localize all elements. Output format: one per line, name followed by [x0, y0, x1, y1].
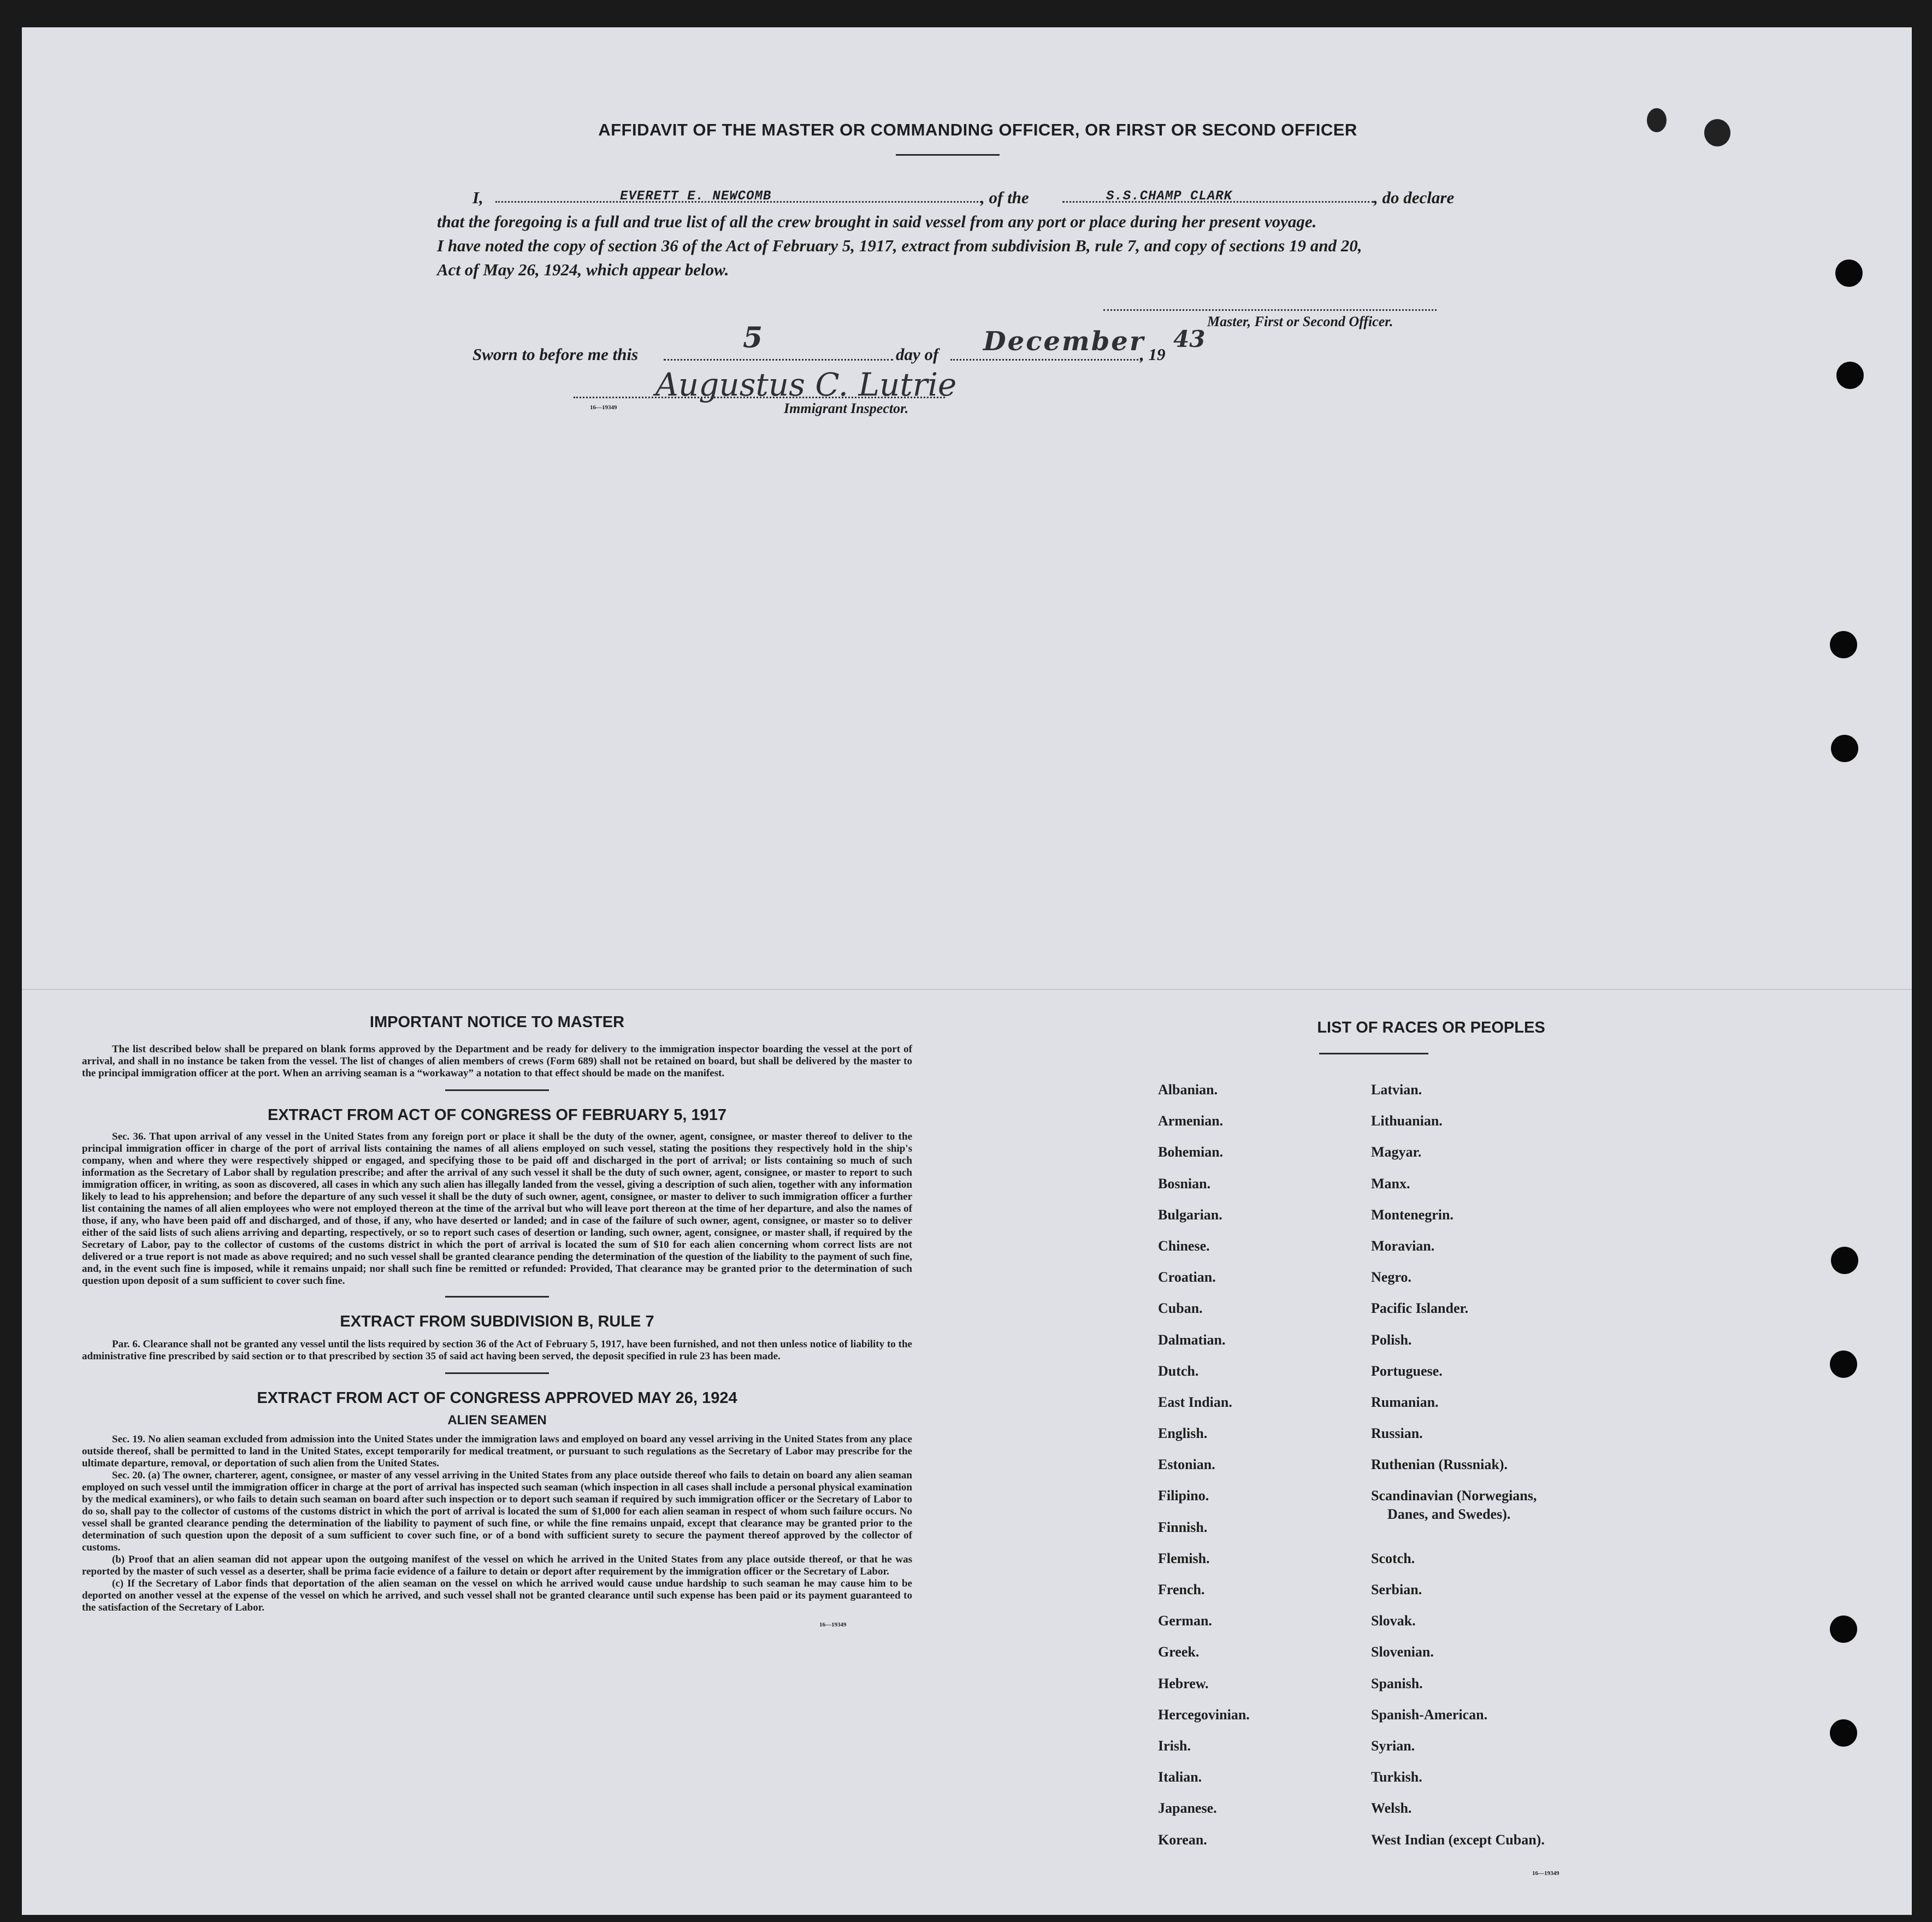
- race-item: Bohemian.: [1158, 1144, 1224, 1160]
- punch-hole: [1831, 1247, 1858, 1274]
- declaration-suffix: , do declare: [1374, 188, 1455, 207]
- rule-7-paragraph: Par. 6. Clearance shall not be granted any vessel until the lists required by section 36 of the Act of February 5, 1917, have been furnished, and not then unless notice of liability to the administrative fine prescribed by said section or to that prescribed by section 35 of said act having been served, the deposit specified in rule 23 has been made.: [82, 1339, 912, 1362]
- race-item: Bulgarian.: [1158, 1206, 1222, 1223]
- rule-7-heading: EXTRACT FROM SUBDIVISION B, RULE 7: [340, 1313, 654, 1330]
- section-20c-paragraph: (c) If the Secretary of Labor finds that deportation of the alien seaman on the vessel on which he arrived would cause undue hardship to such seaman he may cause him to be deported on another vessel at the expense of the vessel on which he arrived, and such vessel shall not be granted clearance until such expense has been paid or its payment guaranteed to the satisfaction of the Secretary of Labor.: [82, 1578, 912, 1613]
- race-item: Russian.: [1371, 1425, 1423, 1442]
- race-item: Albanian.: [1158, 1082, 1218, 1098]
- race-item: Magyar.: [1371, 1144, 1422, 1160]
- affidavit-title: AFFIDAVIT OF THE MASTER OR COMMANDING OFFICER, OR FIRST OR SECOND OFFICER: [598, 120, 1357, 139]
- race-item: Chinese.: [1158, 1237, 1210, 1254]
- race-item: Hercegovinian.: [1158, 1706, 1250, 1723]
- race-item: Dutch.: [1158, 1363, 1199, 1379]
- master-signature-caption: Master, First or Second Officer.: [1207, 314, 1393, 329]
- races-column-2: [1371, 1074, 1655, 1855]
- declaration-line-1: [472, 186, 1488, 210]
- affidavit-form-number: 16—19349: [590, 404, 617, 411]
- sworn-month-line: [950, 359, 1142, 361]
- day-of-label: day of: [896, 345, 939, 364]
- extract-1924-heading: EXTRACT FROM ACT OF CONGRESS APPROVED MAY 26, 1924: [257, 1389, 737, 1407]
- extract-1917-heading: EXTRACT FROM ACT OF CONGRESS OF FEBRUARY 5, 1917: [267, 1106, 727, 1124]
- race-item: Croatian.: [1158, 1269, 1216, 1286]
- race-item: Ruthenian (Russniak).: [1371, 1457, 1508, 1473]
- sworn-prefix: Sworn to before me this: [472, 345, 639, 364]
- race-item: Spanish-American.: [1371, 1706, 1488, 1723]
- race-item: Polish.: [1371, 1331, 1412, 1348]
- race-item: Japanese.: [1158, 1800, 1217, 1817]
- race-item: Rumanian.: [1371, 1394, 1439, 1410]
- punch-hole: [1835, 260, 1863, 287]
- declaration-line-2: that the foregoing is a full and true list of all the crew brought in said vessel from any port or place during her present voyage.: [437, 212, 1317, 231]
- declaration-prefix: I,: [472, 188, 483, 207]
- section-20a-paragraph: Sec. 20. (a) The owner, charterer, agent, consignee, or master of any vessel arriving in the United States from any place outside thereof who fails to detain on board any alien seaman employed on such vessel until the immigration officer in charge at the port of arrival has inspected such seaman (which inspection in all cases shall include a personal physical examination by the medical examiners), or who fails to detain such seaman on board after such inspection or to deport such seaman if required by such immigration officer or the Secretary of Labor to do so, shall pay to the collector of customs of the customs district in which the port of arrival is located the sum of $1,000 for each alien seaman in respect of whom such failure occurs. No vessel shall be granted clearance pending the determination of the liability to payment of such fine, or while the fine remains unpaid, except that clearance may be granted prior to the determination of such question upon the deposit of a sum sufficient to cover such fine, or of a bond with sufficient surety to secure the payment thereof approved by the collector of customs.: [82, 1470, 912, 1553]
- race-item: Spanish.: [1371, 1675, 1423, 1691]
- notice-text: [82, 1043, 912, 1080]
- race-item: Armenian.: [1158, 1113, 1224, 1129]
- race-item: Greek.: [1158, 1644, 1200, 1660]
- punch-hole: [1831, 735, 1858, 762]
- race-item: Italian.: [1158, 1769, 1202, 1785]
- race-item: Welsh.: [1371, 1800, 1412, 1817]
- sworn-day: 5: [743, 321, 763, 355]
- race-item: German.: [1158, 1613, 1212, 1629]
- alien-seamen-subheading: ALIEN SEAMEN: [447, 1413, 547, 1428]
- race-item: Slovak.: [1371, 1613, 1416, 1629]
- section-20b-paragraph: (b) Proof that an alien seaman did not appear upon the outgoing manifest of the vessel on which he arrived in the United States from any place outside thereof, or that he was reported by the master of such vessel as a deserter, shall be prima facie evidence of a failure to detain or deport after requirement by the immigration officer or the Secretary of Labor.: [82, 1554, 912, 1577]
- race-item: Danes, and Swedes).: [1387, 1506, 1511, 1523]
- master-signature-line: [1103, 309, 1437, 311]
- inspector-caption: Immigrant Inspector.: [784, 400, 909, 416]
- punch-hole: [1830, 631, 1857, 658]
- race-item: Irish.: [1158, 1737, 1191, 1754]
- punch-hole: [1836, 362, 1864, 389]
- race-item: Latvian.: [1371, 1082, 1422, 1098]
- race-item: Finnish.: [1158, 1519, 1208, 1535]
- race-item: Dalmatian.: [1158, 1331, 1226, 1348]
- race-item: Scandinavian (Norwegians,: [1371, 1488, 1537, 1504]
- fold-line: [22, 989, 1912, 990]
- ink-blot: [1647, 108, 1667, 132]
- notice-heading: IMPORTANT NOTICE TO MASTER: [369, 1013, 625, 1031]
- extract-1924-text: [82, 1434, 912, 1614]
- sworn-day-line: [664, 359, 893, 361]
- notice-section: [82, 1013, 912, 1628]
- extract-form-number: 16—19349: [819, 1622, 847, 1628]
- race-item: West Indian (except Cuban).: [1371, 1831, 1545, 1848]
- sworn-month: December: [983, 326, 1145, 357]
- race-item: Syrian.: [1371, 1737, 1415, 1754]
- races-form-number: 16—19349: [1532, 1870, 1559, 1877]
- section-19-paragraph: Sec. 19. No alien seaman excluded from admission into the United States under the immigration laws and employed on board any vessel arriving in the United States from any place outside thereof, shall be permitted to land in the United States, except temporarily for medical treatment, or pursuant to such regulations as the Secretary of Labor may prescribe for the ultimate departure, removal, or deportation of such alien from the United States.: [82, 1434, 912, 1469]
- race-item: Portuguese.: [1371, 1363, 1443, 1379]
- rule-7-text: [82, 1339, 912, 1363]
- inspector-signature: Augustus C. Lutrie: [655, 366, 957, 403]
- notice-paragraph: The list described below shall be prepared on blank forms approved by the Department and be ready for delivery to the immigration inspector boarding the vessel at the port of arrival, and shall in no instance be taken from the vessel. The list of changes of alien members of crews (Form 689) shall not be retained on board, but shall be delivered by the master to the principal immigration officer at the port. When an arriving seaman is a “workaway” a notation to that effect should be made on the manifest.: [82, 1043, 912, 1079]
- race-item: Hebrew.: [1158, 1675, 1209, 1691]
- race-item: Lithuanian.: [1371, 1113, 1443, 1129]
- race-item: Estonian.: [1158, 1457, 1215, 1473]
- race-item: Flemish.: [1158, 1550, 1210, 1566]
- races-heading: LIST OF RACES OR PEOPLES: [1317, 1019, 1545, 1036]
- punch-hole: [1830, 1616, 1857, 1643]
- declaration-line-4: Act of May 26, 1924, which appear below.: [437, 260, 729, 279]
- race-item: Scotch.: [1371, 1550, 1415, 1566]
- race-item: Bosnian.: [1158, 1175, 1211, 1192]
- races-column-1: [1158, 1074, 1355, 1855]
- punch-hole: [1830, 1351, 1857, 1378]
- rule-7-divider: [445, 1372, 549, 1374]
- year-prefix: , 19: [1140, 345, 1166, 364]
- officer-name: EVERETT E. NEWCOMB: [620, 189, 772, 204]
- extract-1917-text: [82, 1131, 912, 1287]
- vessel-name: S.S.CHAMP CLARK: [1106, 189, 1233, 204]
- race-item: Montenegrin.: [1371, 1206, 1454, 1223]
- race-item: Moravian.: [1371, 1237, 1435, 1254]
- race-item: Manx.: [1371, 1175, 1410, 1192]
- race-item: French.: [1158, 1582, 1205, 1597]
- race-item: East Indian.: [1158, 1394, 1232, 1410]
- race-item: Filipino.: [1158, 1488, 1209, 1504]
- race-item: English.: [1158, 1425, 1208, 1442]
- race-item: Negro.: [1371, 1269, 1411, 1286]
- extract-1917-paragraph: Sec. 36. That upon arrival of any vessel in the United States from any foreign port or place it shall be the duty of the owner, agent, consignee, or master thereof to deliver to the principal immigration officer in charge of the port of arrival lists containing the names of all aliens employed on such vessel, stating the positions they respectively hold in the ship's company, when and where they were respectively shipped or engaged, and specifying those to be paid off and discharged in the port of arrival; or lists containing so much of such information as the Secretary of Labor shall by regulation prescribe; and after the arrival of any such vessel it shall be the duty of such owner, agent, consignee, or master to report to such immigration officer, in writing, as soon as discovered, all cases in which any such alien has illegally landed from the vessel, giving a description of such alien, together with any information likely to lead to his apprehension; and before the departure of any such vessel it shall be the duty of such owner, agent, consignee, or master to deliver to such immigration officer a further list containing the names of all alien employees who were not employed thereon at the time of the arrival but who will leave port thereon at the time of her departure, and also the names of those, if any, who have been paid off and discharged, and of those, if any, who have deserted or landed; and in case of the failure of such owner, agent, consignee, or master so to deliver either of the said lists of such aliens arriving and departing, respectively, or so to report such cases of desertion or landing, such owner, agent, consignee, or master shall, if required by the Secretary of Labor, pay to the collector of customs of the customs district in which the port of arrival is located the sum of $10 for each alien concerning whom correct lists are not delivered or a true report is not made as above required; and no such vessel shall be granted clearance pending the determination of the question of the liability to the payment of such fine, and, in the event such fine is imposed, while it remains unpaid; nor shall such fine be remitted or refunded: Provided, That clearance may be granted prior to the determination of such question upon deposit of a sum sufficient to cover such fine.: [82, 1131, 912, 1287]
- races-underline: [1319, 1053, 1428, 1054]
- race-item: Slovenian.: [1371, 1644, 1434, 1660]
- race-item: Cuban.: [1158, 1300, 1203, 1317]
- race-item: Serbian.: [1371, 1582, 1422, 1598]
- sworn-year: 43: [1173, 326, 1206, 352]
- declaration-of-the: , of the: [980, 188, 1029, 207]
- punch-hole: [1830, 1719, 1857, 1747]
- ink-blot: [1704, 119, 1730, 146]
- race-item: Korean.: [1158, 1831, 1207, 1848]
- extract-1917-divider: [445, 1296, 549, 1298]
- title-underline: [896, 154, 1000, 156]
- notice-divider: [445, 1089, 549, 1091]
- document-page: [22, 27, 1912, 1915]
- declaration-line-3: I have noted the copy of section 36 of the Act of February 5, 1917, extract from subdivision B, rule 7, and copy of sections 19 and 20,: [437, 236, 1362, 255]
- race-item: Pacific Islander.: [1371, 1300, 1469, 1317]
- race-item: Turkish.: [1371, 1769, 1422, 1785]
